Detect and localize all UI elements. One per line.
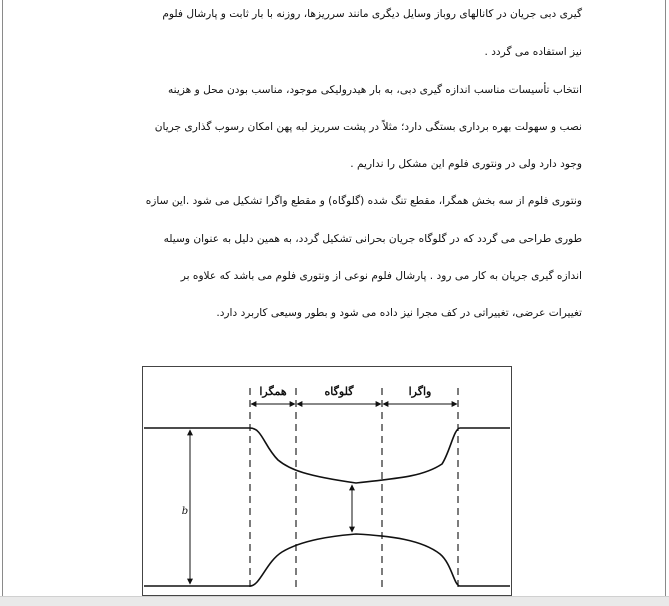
section-dashed-lines (250, 388, 458, 591)
text-line-2: نیز استفاده می گردد . (484, 46, 582, 58)
text-line-6: ونتوری فلوم از سه بخش همگرا، مقطع تنگ شده (گلوگاه) و مقطع واگرا تشکیل می شود .این سازه (145, 195, 582, 207)
label-converging: همگرا (259, 385, 287, 398)
page-right-edge (665, 0, 666, 605)
text-line-5: وجود دارد ولی در ونتوری فلوم این مشکل را نداریم . (350, 158, 582, 170)
venturi-flume-diagram (142, 366, 512, 596)
venturi-flume-figure (142, 366, 512, 596)
page-left-edge (2, 0, 3, 605)
label-diverging: واگرا (408, 385, 432, 398)
text-line-4: نصب و سهولت بهره برداری بستگی دارد؛ مثلاً در پشت سرریز لبه پهن امکان رسوب گذاری جریان (154, 121, 582, 133)
figure-border (143, 367, 512, 596)
text-line-3: انتخاب تأسیسات مناسب اندازه گیری دبی، به بار هیدرولیکی موجود، مناسب بودن محل و هزینه (167, 84, 582, 96)
text-line-7: طوری طراحی می گردد که در گلوگاه جریان بحرانی تشکیل گردد، به همین دلیل به عنوان وسیله (163, 233, 582, 245)
top-wall (144, 428, 510, 483)
text-line-8: اندازه گیری جریان به کار می رود . پارشال فلوم نوعی از ونتوری فلوم می باشد که علاوه بر (180, 270, 582, 282)
text-line-1: گیری دبی جریان در کانالهای روباز وسایل دیگری مانند سرریزها، روزنه با بار ثابت و پارشال فلوم (162, 8, 582, 20)
label-throat: گلوگاه (324, 385, 354, 398)
bottom-wall (144, 534, 510, 586)
label-width-b: b (181, 506, 189, 517)
text-line-9: تغییرات عرضی، تغییراتی در کف مجرا نیز داده می شود و بطور وسیعی کاربرد دارد. (216, 307, 582, 319)
